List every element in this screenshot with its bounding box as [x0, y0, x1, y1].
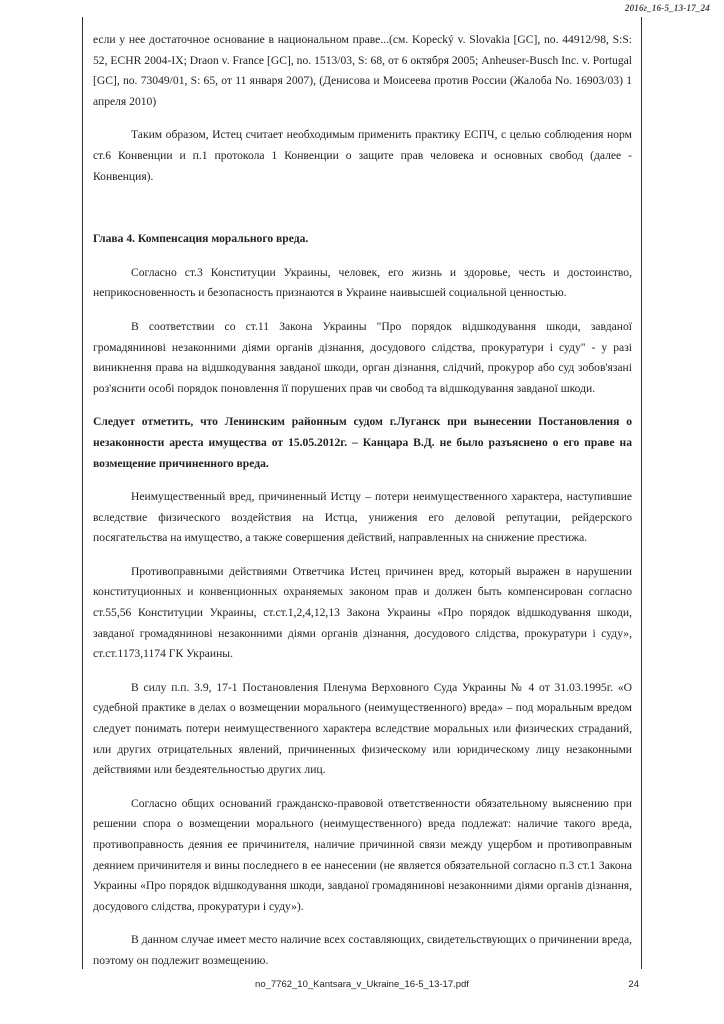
footer-filename: no_7762_10_Kantsara_v_Ukraine_16-5_13-17.pdf	[255, 979, 469, 990]
document-body	[93, 30, 632, 985]
page-number: 24	[628, 979, 639, 990]
paragraph-non-pecuniary-harm: Неимущественный вред, причиненный Истцу – потери неимущественного характера, наступившие вследствие физического воздействия на Истца, унижения его деловой репутации, рейдерского посягательства на имущество, а также совершения действий, направленных на снижение престижа.	[93, 490, 632, 545]
paragraph-court-note: Следует отметить, что Ленинским районным судом г.Луганск при вынесении Постановления о незаконности ареста имущества от 15.05.2012г. – Канцара В.Д. не было разъяснено о его праве на возмещение причиненного вреда.	[93, 415, 632, 470]
paragraph-plenum-resolution: В силу п.п. 3.9, 17-1 Постановления Пленума Верховного Суда Украины № 4 от 31.03.1995г. «О судебной практике в делах о возмещении морального (неимущественного) вреда» – под моральным вредом следует понимать потери неимущественного характера вследствие моральных или физических страданий, или других отрицательных явлений, причиненных физическому или юридическому лицу незаконными действиями или бездеятельностью других лиц.	[93, 680, 632, 777]
left-margin-line	[82, 17, 83, 969]
paragraph-law-article-11: В соответствии со ст.11 Закона Украины "Про порядок відшкодування шкоди, завданої громадянинові незаконними діями органів дізнання, досудового слідства, прокуратури і суду" - у разі виникнення права на відшкодування завданої шкоди, орган дізнання, слідчий, прокурор або суд зобов'язані роз'яснити особі порядок поновлення її порушених прав чи свобод та відшкодування завданої шкоди.	[93, 319, 632, 395]
paragraph-unlawful-actions: Противоправными действиями Ответчика Истец причинен вред, который выражен в нарушении конституционных и конвенционных охраняемых законом прав и должен быть компенсирован согласно ст.55,56 Конституции Украины, ст.ст.1,2,4,12,13 Закона Украины «Про порядок відшкодування шкоди, завданої громадянинові незаконними діями органів дізнання, досудового слідства, прокуратури і суду», ст.ст.1173,1174 ГК Украины.	[93, 564, 632, 661]
paragraph-civil-liability: Согласно общих оснований гражданско-правовой ответственности обязательному выяснению при решении спора о возмещении морального (неимущественного) вреда подлежат: наличие такого вреда, противоправность деяния ее причинителя, наличие причинной связи между ущербом и противоправным деянием причинителя и вины последнего в ее нанесении (не является обязательной согласно п.3 ст.1 Закона Украины «Про порядок відшкодування шкоди, завданої громадянинові незаконними діями органів дізнання, досудового слідства, прокуратури і суду»).	[93, 796, 632, 913]
right-margin-line	[641, 17, 642, 969]
document-stamp: 2016г_16-5_13-17_24	[624, 3, 710, 13]
chapter-heading: Глава 4. Компенсация морального вреда.	[93, 232, 309, 246]
paragraph-citation: если у нее достаточное основание в национальном праве...(см. Kopecký v. Slovakia [GC], no. 44912/98, S:S: 52, ECHR 2004-IX; Draon v. France [GC], no. 1513/03, S: 68, от 6 октября 2005; Anheuser-Busch Inc. v. Portugal [GC], no. 73049/01, S: 65, от 11 января 2007), (Денисова и Моисеева против России (Жалоба No. 16903/03) 1 апреля 2010)	[93, 33, 632, 108]
paragraph-constitution: Согласно ст.3 Конституции Украины, человек, его жизнь и здоровье, честь и достоинство, неприкосновенность и безопасность признаются в Украине наивысшей социальной ценностью.	[93, 265, 632, 300]
paragraph-conclusion: Таким образом, Истец считает необходимым применить практику ЕСПЧ, с целью соблюдения норм ст.6 Конвенции и п.1 протокола 1 Конвенции о защите прав человека и основных свобод (далее - Конвенция).	[93, 128, 632, 183]
paragraph-final: В данном случае имеет место наличие всех составляющих, свидетельствующих о причинении вреда, поэтому он подлежит возмещению.	[93, 933, 632, 967]
